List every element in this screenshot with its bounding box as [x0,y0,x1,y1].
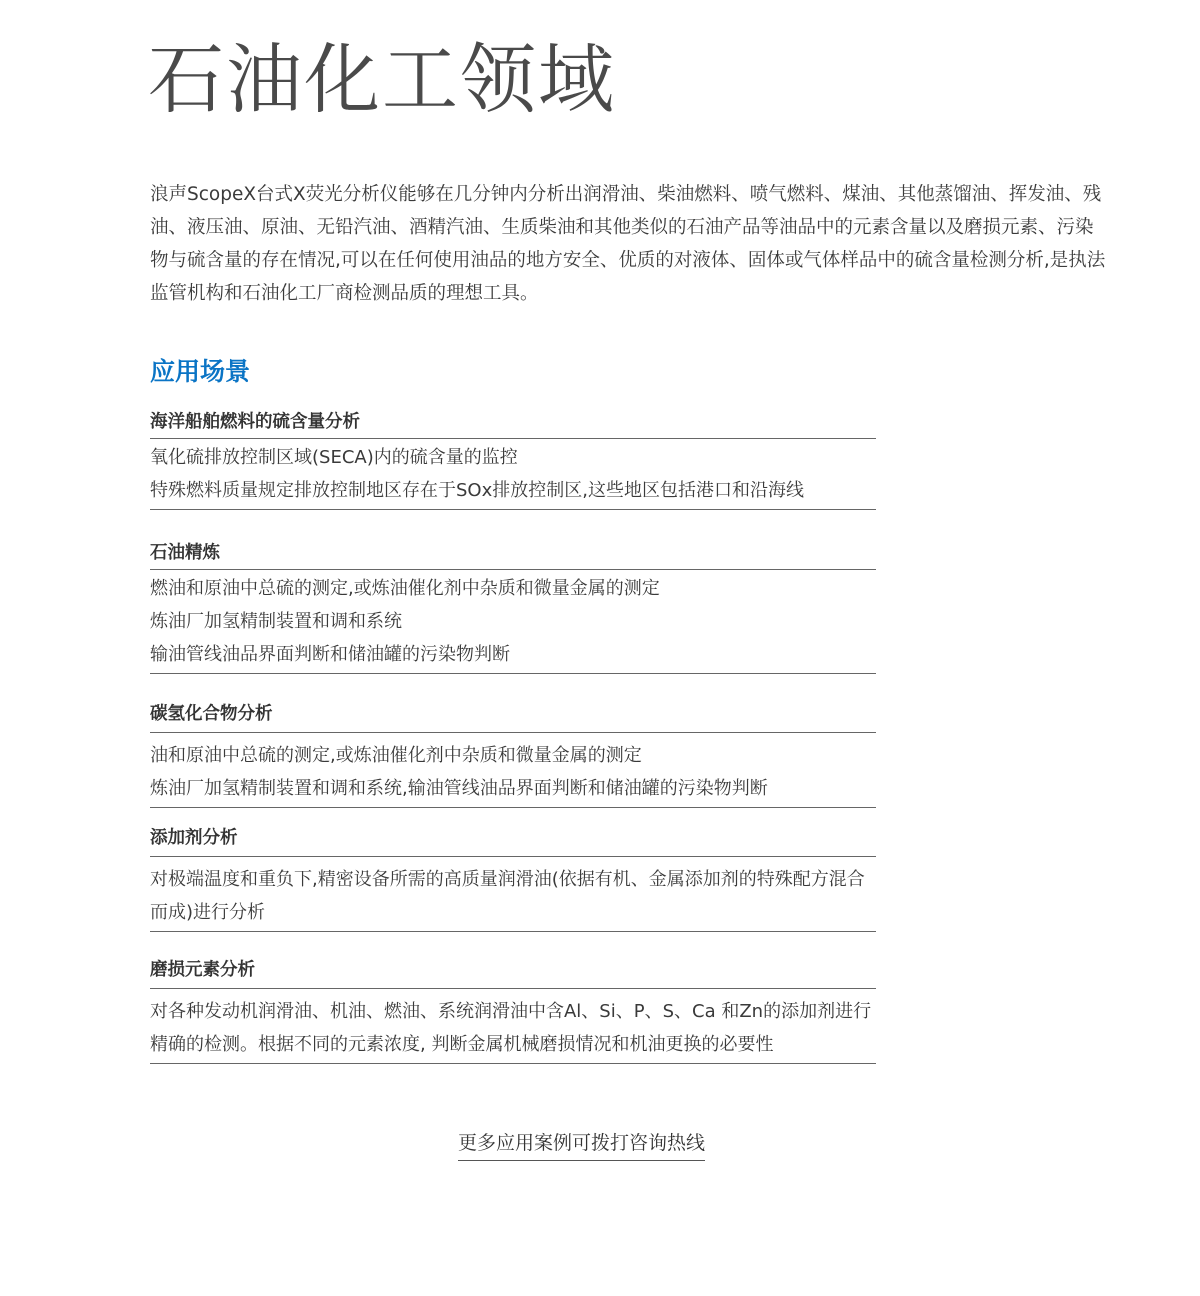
hotline-link[interactable]: 更多应用案例可拨打咨询热线 [458,1128,705,1161]
scenario-title: 海洋船舶燃料的硫含量分析 [150,406,876,439]
scenario-body [150,857,876,932]
scenario-line: 炼油厂加氢精制装置和调和系统 [150,611,402,632]
scenario-line: 氧化硫排放控制区域(SECA)内的硫含量的监控 [150,447,518,468]
scenario-title: 石油精炼 [150,537,876,570]
scenario-line: 输油管线油品界面判断和储油罐的污染物判断 [150,644,510,665]
scenario-line: 特殊燃料质量规定排放控制地区存在于SOx排放控制区,这些地区包括港口和沿海线 [150,480,804,501]
scenario-text: 对各种发动机润滑油、机油、燃油、系统润滑油中含Al、Si、P、S、Ca 和Zn的添加剂进行精确的检测。根据不同的元素浓度, 判断金属机械磨损情况和机油更换的必要性 [150,1001,872,1055]
section-heading-applications: 应用场景 [150,357,251,386]
scenario-body [150,570,876,674]
scenario-body [150,733,876,808]
scenario-title: 磨损元素分析 [150,952,876,989]
scenario-hydrocarbon [150,696,876,808]
scenario-body [150,989,876,1064]
scenario-text: 对极端温度和重负下,精密设备所需的高质量润滑油(依据有机、金属添加剂的特殊配方混合而成)进行分析 [150,869,865,923]
scenario-wear-elements [150,952,876,1064]
scenario-line: 油和原油中总硫的测定,或炼油催化剂中杂质和微量金属的测定 [150,745,642,766]
scenario-marine-fuel [150,406,876,510]
scenario-title: 添加剂分析 [150,820,876,857]
scenario-additive [150,820,876,932]
page-title: 石油化工领域 [148,35,616,124]
scenario-line: 燃油和原油中总硫的测定,或炼油催化剂中杂质和微量金属的测定 [150,578,660,599]
scenario-body [150,439,876,510]
intro-paragraph: 浪声ScopeX台式X荧光分析仪能够在几分钟内分析出润滑油、柴油燃料、喷气燃料、煤油、其他蒸馏油、挥发油、残油、液压油、原油、无铅汽油、酒精汽油、生质柴油和其他类似的石油产品等油品中的元素含量以及磨损元素、污染物与硫含量的存在情况,可以在任何使用油品的地方安全、优质的对液体、固体或气体样品中的硫含量检测分析,是执法监管机构和石油化工厂商检测品质的理想工具。 [150,184,1106,304]
scenario-title: 碳氢化合物分析 [150,696,876,733]
scenario-refining [150,537,876,674]
scenario-line: 炼油厂加氢精制装置和调和系统,输油管线油品界面判断和储油罐的污染物判断 [150,778,768,799]
